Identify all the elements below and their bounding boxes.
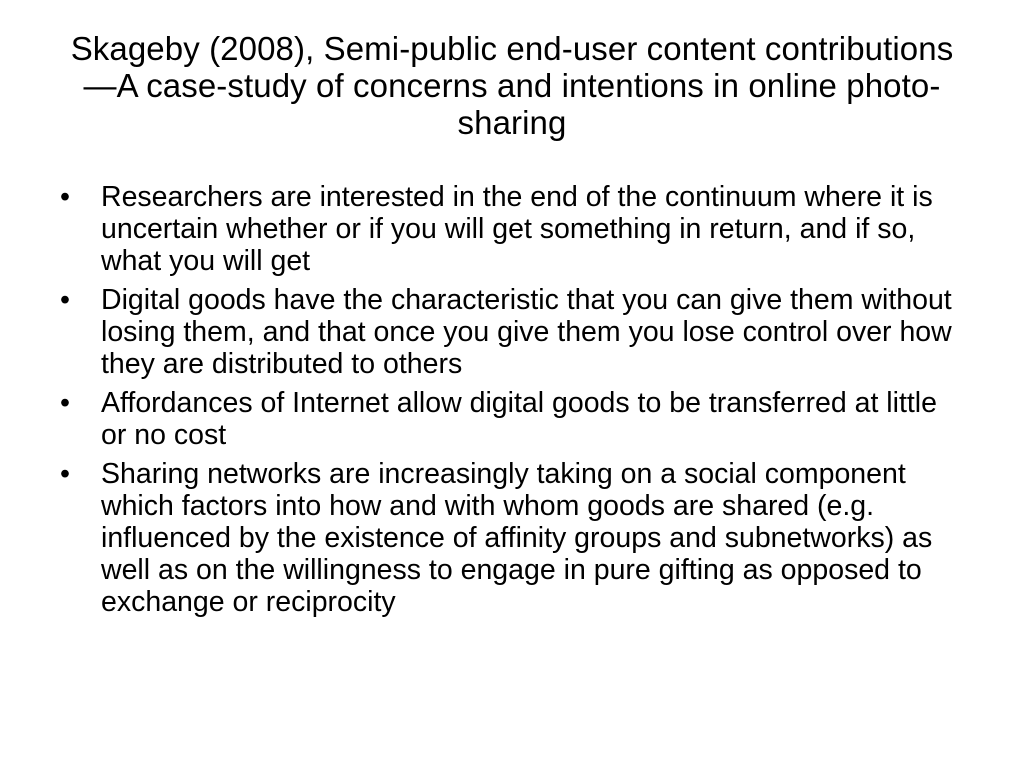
bullet-text: Researchers are interested in the end of the continuum where it is uncertain whether or if you will get something in return, and if so, what you will get [101, 181, 933, 277]
bullet-item [60, 458, 970, 618]
bullet-icon: • [60, 181, 70, 213]
bullet-icon: • [60, 387, 70, 419]
bullet-text: Digital goods have the characteristic that you can give them without losing them, and that once you give them you lose control over how they are distributed to others [101, 284, 952, 380]
bullet-text: Affordances of Internet allow digital goods to be transferred at little or no cost [101, 387, 937, 451]
bullet-icon: • [60, 458, 70, 490]
bullet-icon: • [60, 284, 70, 316]
slide-title: Skageby (2008), Semi-public end-user content contributions—A case-study of concerns and intentions in online photo-sharing [70, 30, 954, 141]
bullet-text: Sharing networks are increasingly taking on a social component which factors into how and with whom goods are shared (e.g. influenced by the existence of affinity groups and subnetworks) as well as on the willingness to engage in pure gifting as opposed to exchange or reciprocity [101, 458, 933, 618]
bullet-item [60, 387, 970, 451]
bullet-list [60, 181, 970, 625]
bullet-item [60, 181, 970, 277]
bullet-item [60, 284, 970, 380]
